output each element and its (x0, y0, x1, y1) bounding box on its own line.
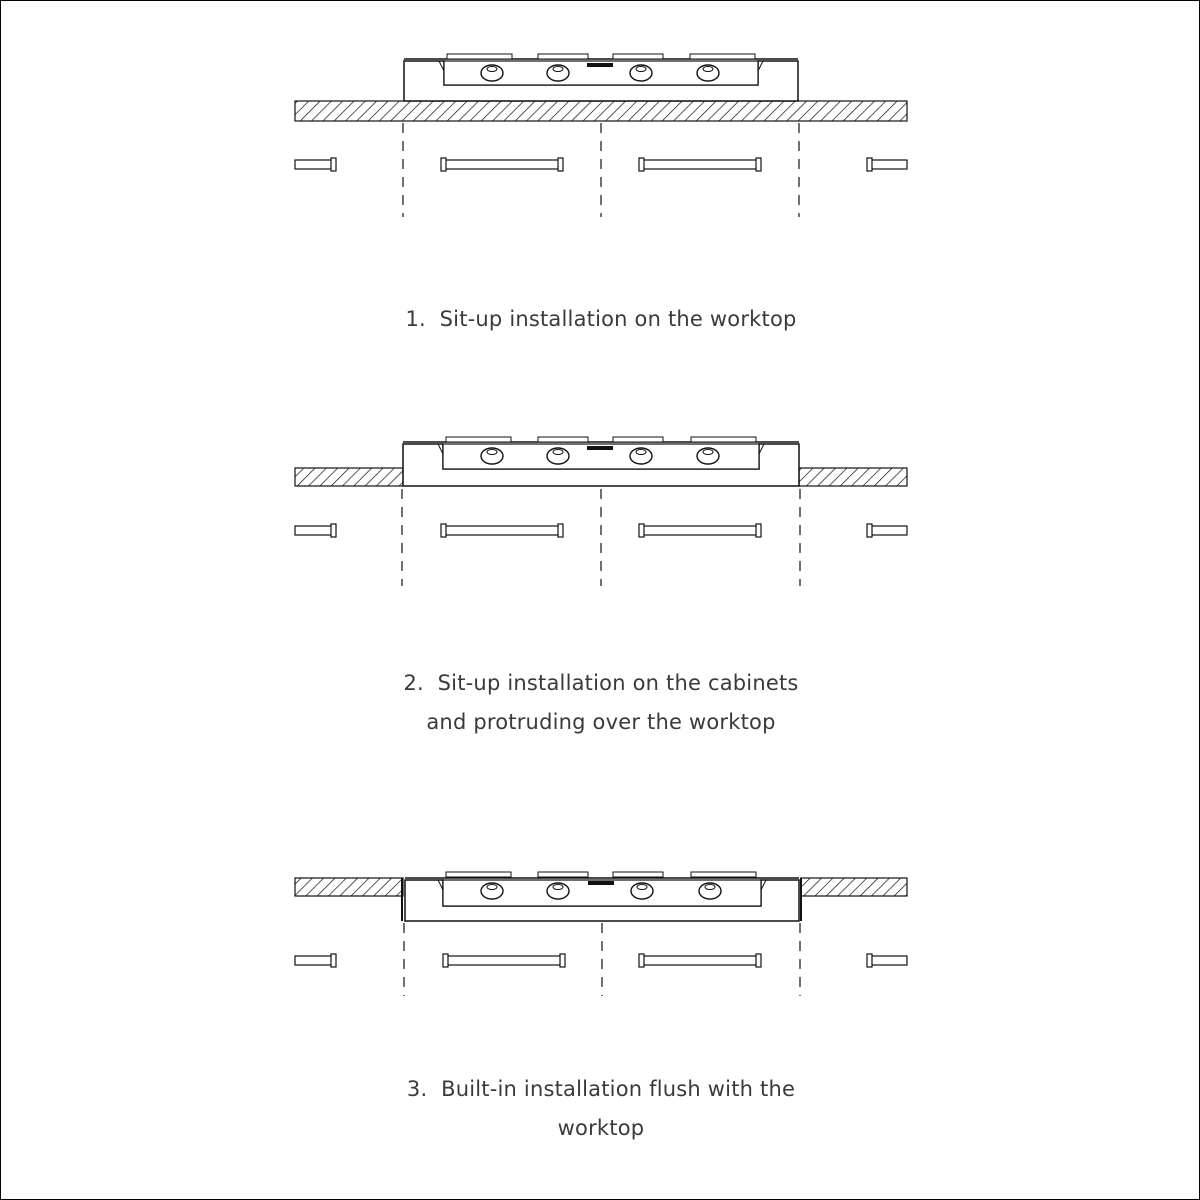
caption-line: worktop (557, 1116, 645, 1140)
brand-logo (588, 881, 614, 885)
caption-line: 3. Built-in installation flush with the (406, 1077, 796, 1101)
burner-knob-icon (481, 883, 503, 899)
diagram-3-drawing (1, 1, 1200, 1001)
burner-knob-icon (631, 883, 653, 899)
burner-knob-icon (699, 883, 721, 899)
caption-line: and protruding over the worktop (426, 710, 776, 734)
worktop-left (295, 878, 403, 896)
caption-line: 2. Sit-up installation on the cabinets (403, 671, 799, 695)
caption-line: 1. Sit-up installation on the worktop (405, 307, 797, 331)
diagram-built-in-flush (1, 1, 1200, 1161)
worktop-right (801, 878, 907, 896)
burner-knob-icon (547, 883, 569, 899)
gas-hob (402, 872, 801, 921)
diagram-3-caption (1, 1070, 1200, 1148)
cabinet-handles (295, 954, 907, 967)
